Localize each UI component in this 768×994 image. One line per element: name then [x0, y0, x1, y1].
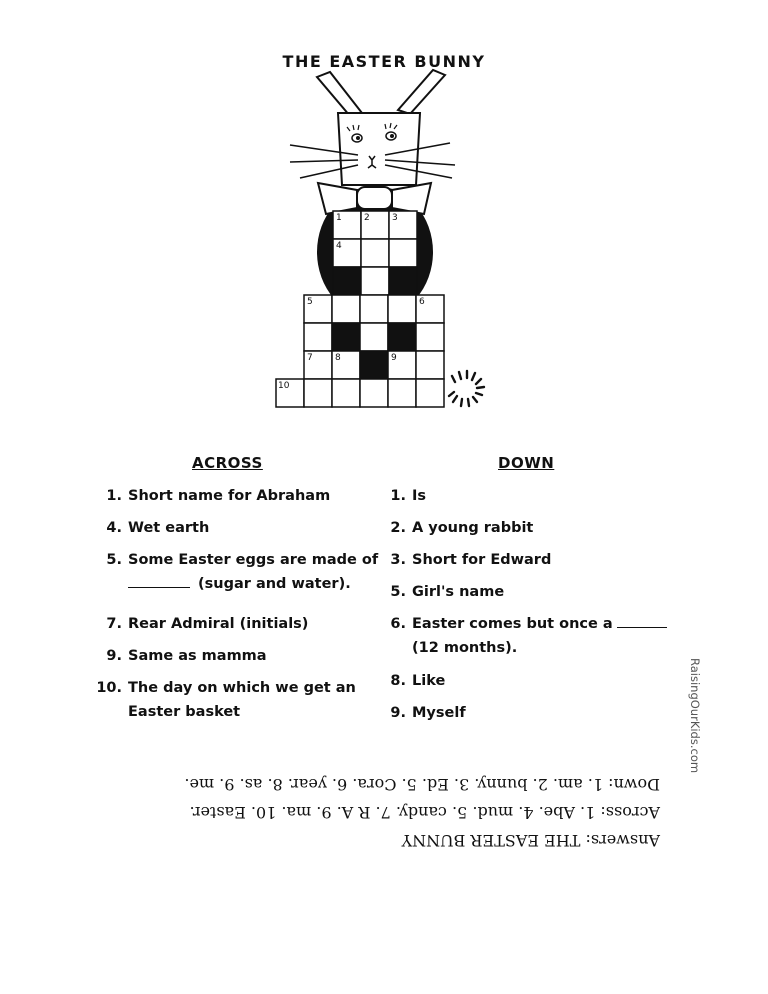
down-clue-8: 8. Like — [390, 673, 446, 689]
bow-tie-left — [318, 183, 357, 214]
answer-blank — [617, 615, 667, 628]
bunny-tail — [449, 371, 484, 406]
grid-number-1: 1 — [336, 213, 342, 223]
grid-number-5: 5 — [307, 297, 313, 307]
across-clue-4: 4. Wet earth — [106, 520, 210, 536]
answer-blank — [128, 575, 190, 588]
across-heading: ACROSS — [192, 454, 263, 472]
left-ear — [317, 72, 362, 116]
page-title: THE EASTER BUNNY — [282, 52, 486, 71]
answers-down: Down: 1. am. 2. bunny. 3. Ed. 5. Cora. 6. year. 8. as. 9. me. — [184, 775, 660, 794]
answers-across: Across: 1. Abe. 4. mud. 5. candy. 7. R A. 9. ma. 10. Easter. — [189, 803, 660, 822]
grid-number-9: 9 — [391, 353, 397, 363]
down-clue-5: 5. Girl's name — [390, 584, 505, 600]
site-watermark: RaisingOurKids.com — [688, 658, 702, 774]
bow-tie-knot — [357, 187, 392, 209]
grid-number-10: 10 — [278, 381, 290, 391]
bunny-crossword-illustration — [0, 0, 768, 420]
grid-number-3: 3 — [392, 213, 398, 223]
down-clue-6: 6. Easter comes but once a (12 months). — [380, 612, 667, 660]
down-heading: DOWN — [498, 454, 555, 472]
bow-tie-right — [392, 183, 431, 214]
down-clue-1: 1. Is — [390, 488, 427, 504]
across-clue-10: 10. The day on which we get an Easter basket — [96, 680, 356, 720]
grid-number-8: 8 — [335, 353, 341, 363]
bunny-head — [338, 113, 420, 185]
right-ear — [398, 70, 445, 114]
across-clue-7: 7. Rear Admiral (initials) — [106, 616, 309, 632]
down-clue-2: 2. A young rabbit — [390, 520, 534, 536]
upside-down-answers — [100, 770, 660, 854]
down-clue-3: 3. Short for Edward — [390, 552, 552, 568]
grid-number-6: 6 — [419, 297, 425, 307]
down-clue-9: 9. Myself — [390, 705, 466, 721]
across-clue-1: 1. Short name for Abraham — [106, 488, 331, 504]
answers-title: Answers: THE EASTER BUNNY — [401, 831, 660, 850]
grid-number-7: 7 — [307, 353, 313, 363]
across-clue-9: 9. Same as mamma — [106, 648, 267, 664]
grid-number-2: 2 — [364, 213, 370, 223]
grid-number-4: 4 — [336, 241, 342, 251]
across-clue-5: 5. Some Easter eggs are made of (sugar and water). — [106, 552, 379, 592]
